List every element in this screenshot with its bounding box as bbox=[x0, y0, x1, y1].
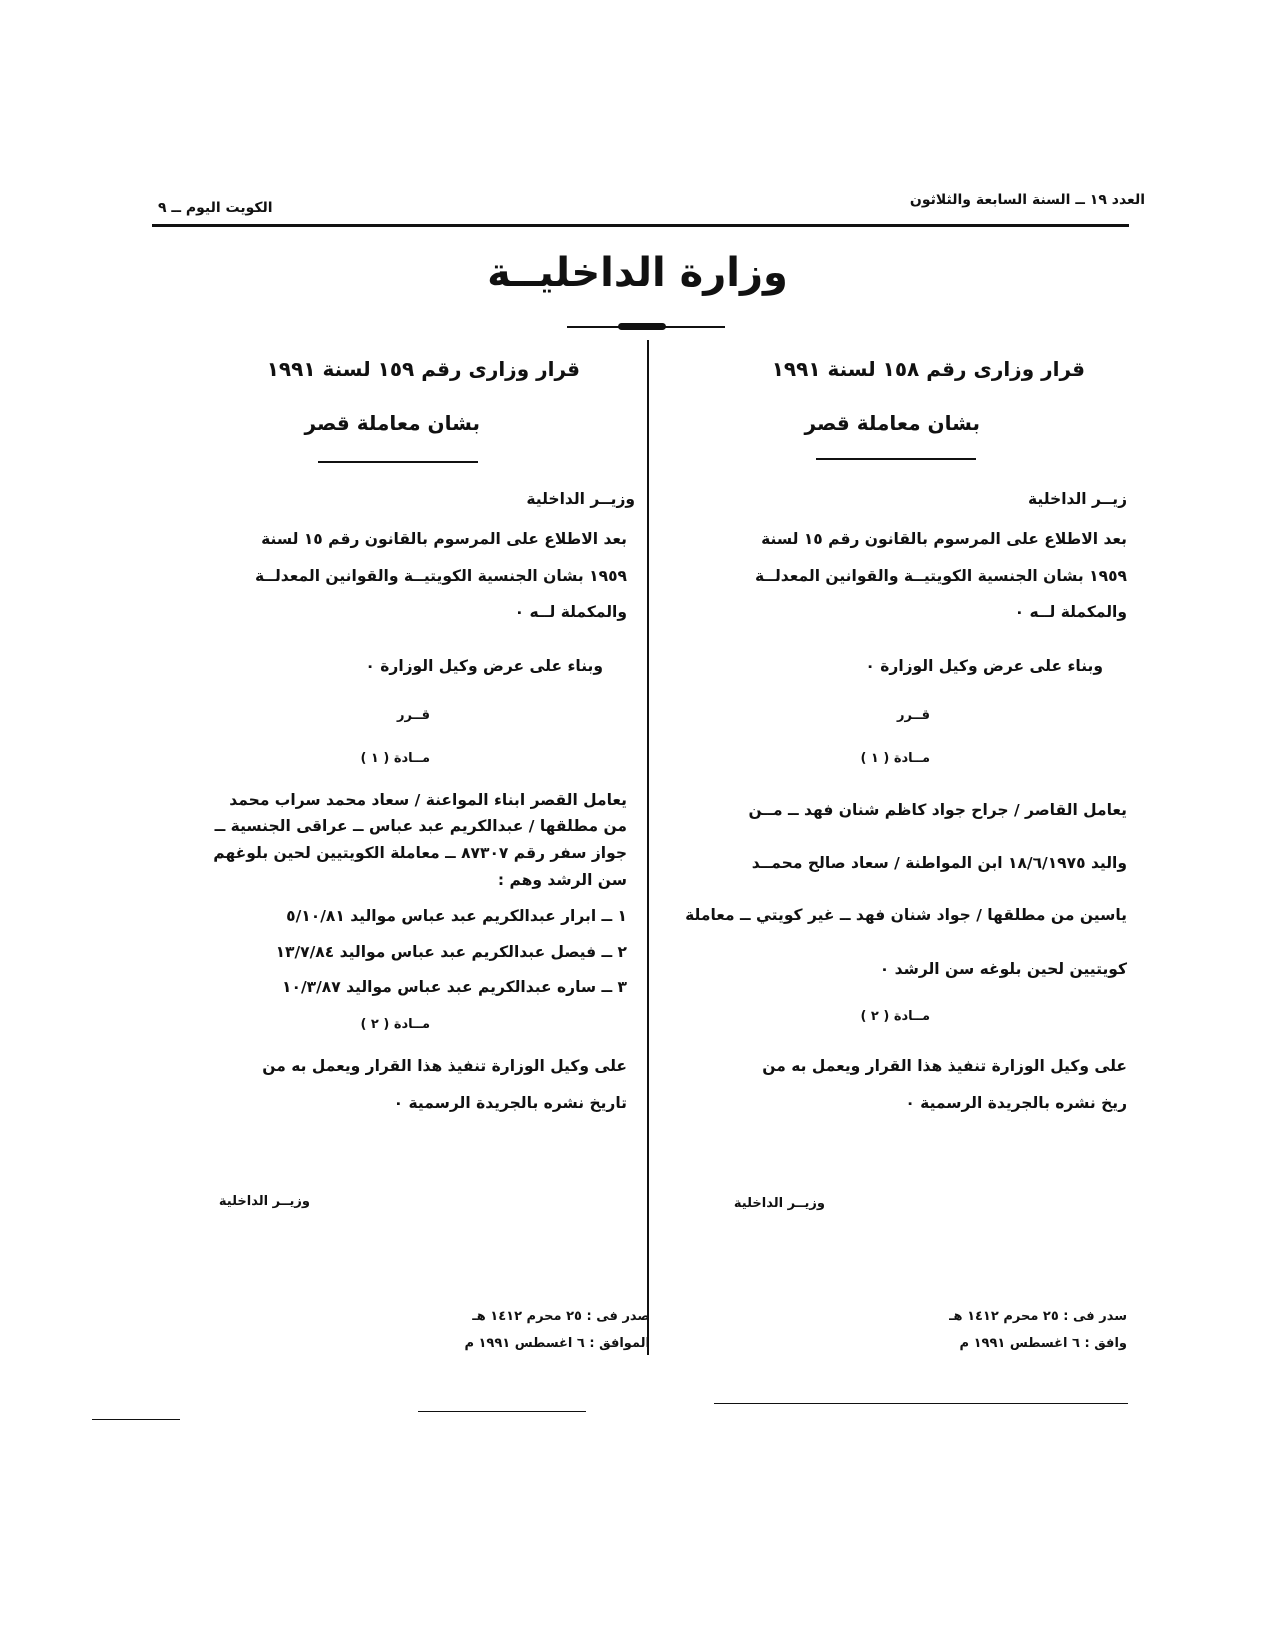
ministry-title: وزارة الداخليــة bbox=[487, 250, 788, 296]
footer-rule-center bbox=[418, 1411, 586, 1412]
right-proposal: وبناء على عرض وكيل الوزارة ٠ bbox=[865, 657, 1103, 675]
left-title-underline bbox=[318, 461, 478, 463]
left-article1-heading: مــادة ( ١ ) bbox=[360, 751, 430, 766]
right-preamble-line-1: بعد الاطلاع على المرسوم بالقانون رقم ١٥ لسنة bbox=[761, 530, 1127, 548]
right-issued-line-2: وافق : ٦ اغسطس ١٩٩١ م bbox=[959, 1336, 1127, 1351]
left-child-1: ١ ــ ابرار عبدالكريم عبد عباس مواليد ٥/١٠/٨١ bbox=[286, 907, 627, 925]
left-preamble-line-1: بعد الاطلاع على المرسوم بالقانون رقم ١٥ لسنة bbox=[261, 530, 627, 548]
right-minister-heading: زيــر الداخلية bbox=[1027, 490, 1127, 508]
footer-rule-left bbox=[92, 1419, 180, 1420]
left-article1-line-2: من مطلقها / عبدالكريم عبد عباس ــ عراقى الجنسية ــ bbox=[214, 817, 627, 835]
right-preamble-line-2: ١٩٥٩ بشان الجنسية الكويتيــة والقوانين المعدلــة bbox=[754, 567, 1127, 585]
right-decision-title: قرار وزارى رقم ١٥٨ لسنة ١٩٩١ bbox=[771, 357, 1085, 381]
right-article1-heading: مــادة ( ١ ) bbox=[860, 751, 930, 766]
left-article1-line-1: يعامل القصر ابناء المواعنة / سعاد محمد سراب محمد bbox=[229, 791, 627, 809]
right-decides: قــرر bbox=[897, 708, 930, 723]
left-issued-line-1: صدر فى : ٢٥ محرم ١٤١٢ هـ bbox=[472, 1309, 650, 1324]
left-article1-line-4: سن الرشد وهم : bbox=[497, 871, 627, 889]
footer-rule-right bbox=[714, 1403, 1128, 1404]
column-divider bbox=[647, 340, 649, 1355]
left-decides: قــرر bbox=[397, 708, 430, 723]
header-page-info: الكويت اليوم ــ ٩ bbox=[158, 200, 273, 216]
left-article2-line-2: تاريخ نشره بالجريدة الرسمية ٠ bbox=[393, 1094, 627, 1112]
left-minister-heading: وزيــر الداخلية bbox=[526, 490, 635, 508]
right-article1-line-4: كويتيين لحين بلوغه سن الرشد ٠ bbox=[879, 960, 1127, 978]
right-article1-line-3: ياسين من مطلقها / جواد شنان فهد ــ غير كويتي ــ معاملة bbox=[685, 906, 1127, 924]
left-proposal: وبناء على عرض وكيل الوزارة ٠ bbox=[365, 657, 603, 675]
right-issued-line-1: سدر فى : ٢٥ محرم ١٤١٢ هـ bbox=[949, 1309, 1127, 1324]
left-preamble-line-3: والمكملة لــه ٠ bbox=[514, 603, 627, 621]
right-title-underline bbox=[816, 458, 976, 460]
left-article2-heading: مــادة ( ٢ ) bbox=[360, 1017, 430, 1032]
right-decision-subtitle: بشان معاملة قصر bbox=[804, 411, 980, 435]
left-child-3: ٣ ــ ساره عبدالكريم عبد عباس مواليد ١٠/٣/٨٧ bbox=[282, 978, 627, 996]
right-signature: وزيــر الداخلية bbox=[733, 1196, 825, 1211]
left-issued-line-2: الموافق : ٦ اغسطس ١٩٩١ م bbox=[464, 1336, 650, 1351]
left-signature: وزيــر الداخلية bbox=[218, 1194, 310, 1209]
header-issue-info: العدد ١٩ ــ السنة السابعة والثلاثون bbox=[909, 192, 1145, 208]
left-child-2: ٢ ــ فيصل عبدالكريم عبد عباس مواليد ١٣/٧/٨٤ bbox=[275, 943, 627, 961]
header-rule bbox=[152, 224, 1129, 227]
right-article2-heading: مــادة ( ٢ ) bbox=[860, 1009, 930, 1024]
right-preamble-line-3: والمكملة لــه ٠ bbox=[1014, 603, 1127, 621]
left-article2-line-1: على وكيل الوزارة تنفيذ هذا القرار ويعمل به من bbox=[262, 1057, 627, 1075]
title-ornament-dot bbox=[618, 323, 666, 330]
left-preamble-line-2: ١٩٥٩ بشان الجنسية الكويتيــة والقوانين المعدلــة bbox=[254, 567, 627, 585]
right-article2-line-1: على وكيل الوزارة تنفيذ هذا القرار ويعمل به من bbox=[762, 1057, 1127, 1075]
right-article2-line-2: ريخ نشره بالجريدة الرسمية ٠ bbox=[905, 1094, 1127, 1112]
right-article1-line-1: يعامل القاصر / جراح جواد كاظم شنان فهد ــ مــن bbox=[748, 801, 1127, 819]
left-decision-title: قرار وزارى رقم ١٥٩ لسنة ١٩٩١ bbox=[266, 357, 580, 381]
left-article1-line-3: جواز سفر رقم ٨٧٣٠٧ ــ معاملة الكويتيين لحين بلوغهم bbox=[213, 844, 627, 862]
right-article1-line-2: واليد ١٨/٦/١٩٧٥ ابن المواطنة / سعاد صالح محمــد bbox=[751, 854, 1127, 872]
left-decision-subtitle: بشان معاملة قصر bbox=[304, 411, 480, 435]
